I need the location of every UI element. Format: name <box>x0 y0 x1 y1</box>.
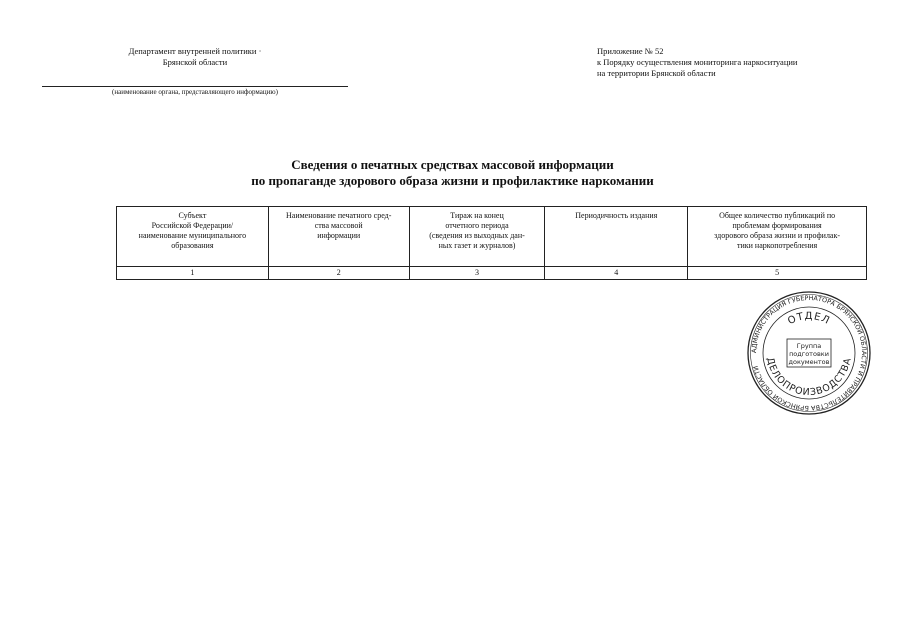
column-number: 1 <box>117 267 269 280</box>
header-text: наименование муниципального <box>138 231 247 240</box>
column-number-row <box>117 267 867 280</box>
organization-caption: (наименование органа, представляющего информацию) <box>112 88 278 96</box>
header-text: проблемам формирования <box>732 221 822 230</box>
header-cell-media-name <box>268 207 409 267</box>
stamp-bottom-text: ДЕЛОПРОИЗВОДСТВА <box>764 356 854 399</box>
document-title <box>0 157 905 189</box>
header-cell-circulation <box>409 207 545 267</box>
header-text: тики наркопотребления <box>736 241 818 250</box>
document-title-line1: Сведения о печатных средствах массовой информации <box>291 157 614 172</box>
header-cell-subject <box>117 207 269 267</box>
stamp-ring-text: АДМИНИСТРАЦИЯ ГУБЕРНАТОРА БРЯНСКОЙ ОБЛАСТИ И ПРАВИТЕЛЬСТВА БРЯНСКОЙ ОБЛАСТИ <box>750 294 868 412</box>
organization-name-line2: Брянской области <box>162 57 228 67</box>
appendix-block <box>597 46 797 79</box>
header-text: (сведения из выходных дан- <box>429 231 525 240</box>
header-text: Наименование печатного сред- <box>285 211 392 220</box>
header-text: Периодичность издания <box>575 211 658 220</box>
header-text: ства массовой <box>314 221 363 230</box>
table-header-row <box>117 207 867 267</box>
header-text: Тираж на конец <box>450 211 504 220</box>
appendix-reference-line2: на территории Брянской области <box>597 68 716 78</box>
header-text: информации <box>317 231 361 240</box>
report-table <box>116 206 867 280</box>
organization-block <box>95 46 295 68</box>
stamp-box-line1: Группа <box>796 342 822 350</box>
organization-name-line1: Департамент внутренней политики · <box>128 46 262 56</box>
stamp-box-line2: подготовки <box>789 350 829 358</box>
header-text: здорового образа жизни и профилак- <box>714 231 841 240</box>
header-text: Российской Федерации/ <box>151 221 234 230</box>
official-stamp <box>745 289 873 417</box>
header-text: отчетного периода <box>445 221 509 230</box>
column-number: 3 <box>409 267 545 280</box>
stamp-top-text: ОТДЕЛ <box>786 310 832 328</box>
header-text: образования <box>171 241 214 250</box>
column-number: 4 <box>545 267 688 280</box>
column-number: 2 <box>268 267 409 280</box>
stamp-box-line3: документов <box>788 358 830 366</box>
organization-underline <box>42 86 348 87</box>
column-number: 5 <box>688 267 867 280</box>
header-cell-periodicity <box>545 207 688 267</box>
appendix-number: Приложение № 52 <box>597 46 664 56</box>
header-text: Субъект <box>178 211 207 220</box>
document-title-line2: по пропаганде здорового образа жизни и профилактике наркомании <box>251 173 654 188</box>
header-cell-publications <box>688 207 867 267</box>
appendix-reference-line1: к Порядку осуществления мониторинга наркоситуации <box>597 57 798 67</box>
header-text: Общее количество публикаций по <box>719 211 836 220</box>
header-text: ных газет и журналов) <box>438 241 516 250</box>
